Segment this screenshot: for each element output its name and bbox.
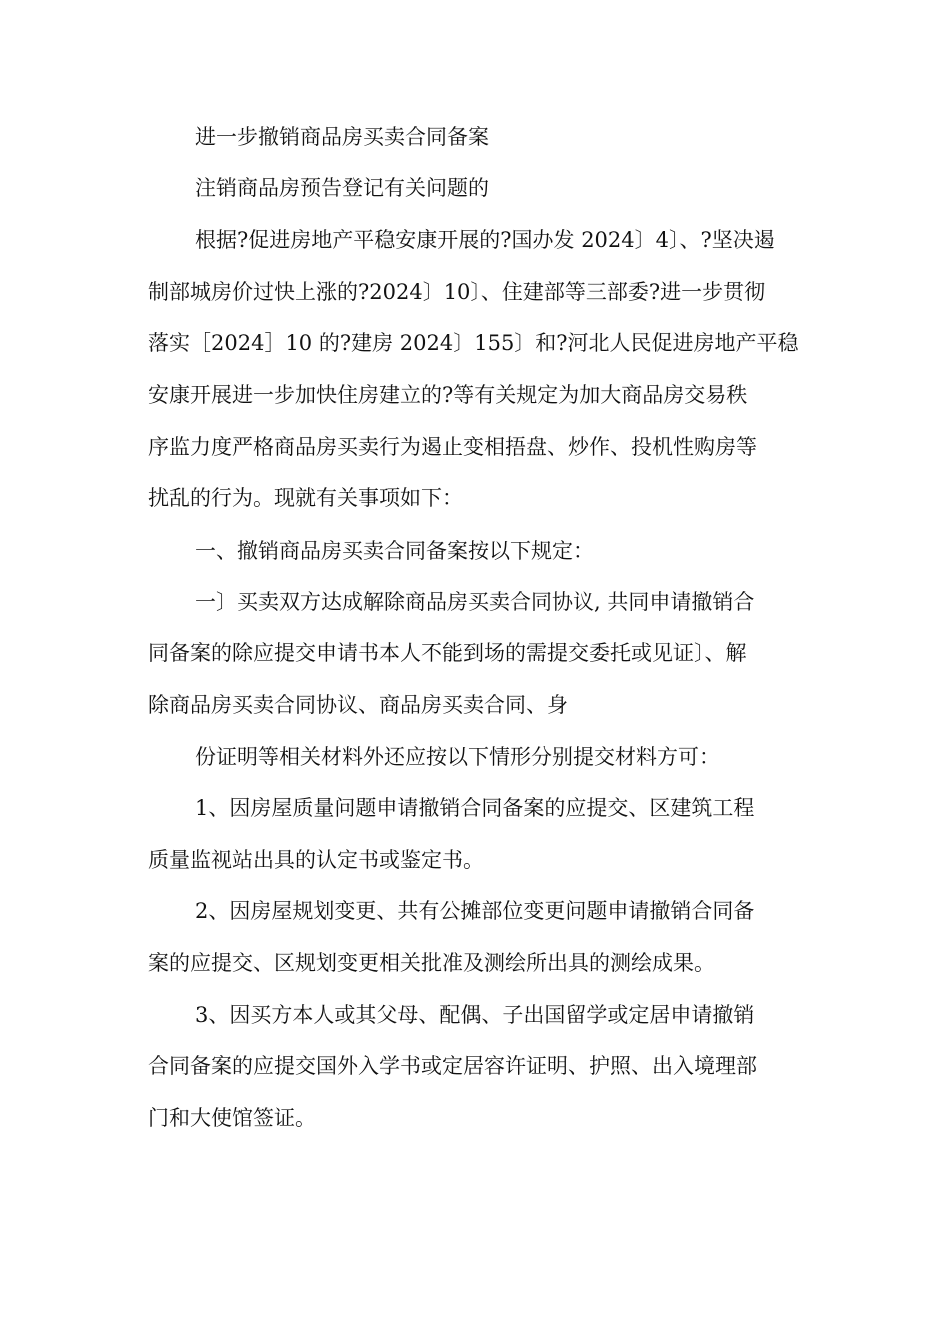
paragraph-line: 制部城房价过快上涨的?2024〕10〕、住建部等三部委?进一步贯彻 xyxy=(148,280,766,304)
paragraph-line: 序监力度严格商品房买卖行为遏止变相捂盘、炒作、投机性购房等 xyxy=(148,435,757,459)
doc-title-line-1: 进一步撤销商品房买卖合同备案 xyxy=(195,125,489,149)
paragraph-line: 同备案的除应提交申请书本人不能到场的需提交委托或见证〕、解 xyxy=(148,641,747,665)
paragraph-line: 一〕买卖双方达成解除商品房买卖合同协议, 共同申请撤销合 xyxy=(195,590,755,614)
doc-title-line-2: 注销商品房预告登记有关问题的 xyxy=(195,176,489,200)
list-item-2-line: 案的应提交、区规划变更相关批准及测绘所出具的测绘成果。 xyxy=(148,951,715,975)
paragraph-line: 份证明等相关材料外还应按以下情形分别提交材料方可： xyxy=(195,745,720,769)
paragraph-line: 安康开展进一步加快住房建立的?等有关规定为加大商品房交易秩 xyxy=(148,383,748,407)
section-heading: 一、撤销商品房买卖合同备案按以下规定： xyxy=(195,539,594,563)
paragraph-line: 扰乱的行为。现就有关事项如下： xyxy=(148,486,463,510)
list-item-1-line: 质量监视站出具的认定书或鉴定书。 xyxy=(148,848,484,872)
paragraph-line: 落实［2024］10 的?建房 2024〕155〕和?河北人民促进房地产平稳 xyxy=(148,331,799,355)
list-item-3-line: 合同备案的应提交国外入学书或定居容许证明、护照、出入境理部 xyxy=(148,1054,757,1078)
paragraph-line: 除商品房买卖合同协议、商品房买卖合同、身 xyxy=(148,693,568,717)
list-item-1-line: 1、因房屋质量问题申请撤销合同备案的应提交、区建筑工程 xyxy=(195,796,755,820)
list-item-2-line: 2、因房屋规划变更、共有公摊部位变更问题申请撤销合同备 xyxy=(195,899,755,923)
list-item-3-line: 3、因买方本人或其父母、配偶、子出国留学或定居申请撤销 xyxy=(195,1003,755,1027)
paragraph-line: 根据?促进房地产平稳安康开展的?国办发 2024〕4〕、?坚决遏 xyxy=(195,228,775,252)
list-item-3-line: 门和大使馆签证。 xyxy=(148,1106,316,1130)
